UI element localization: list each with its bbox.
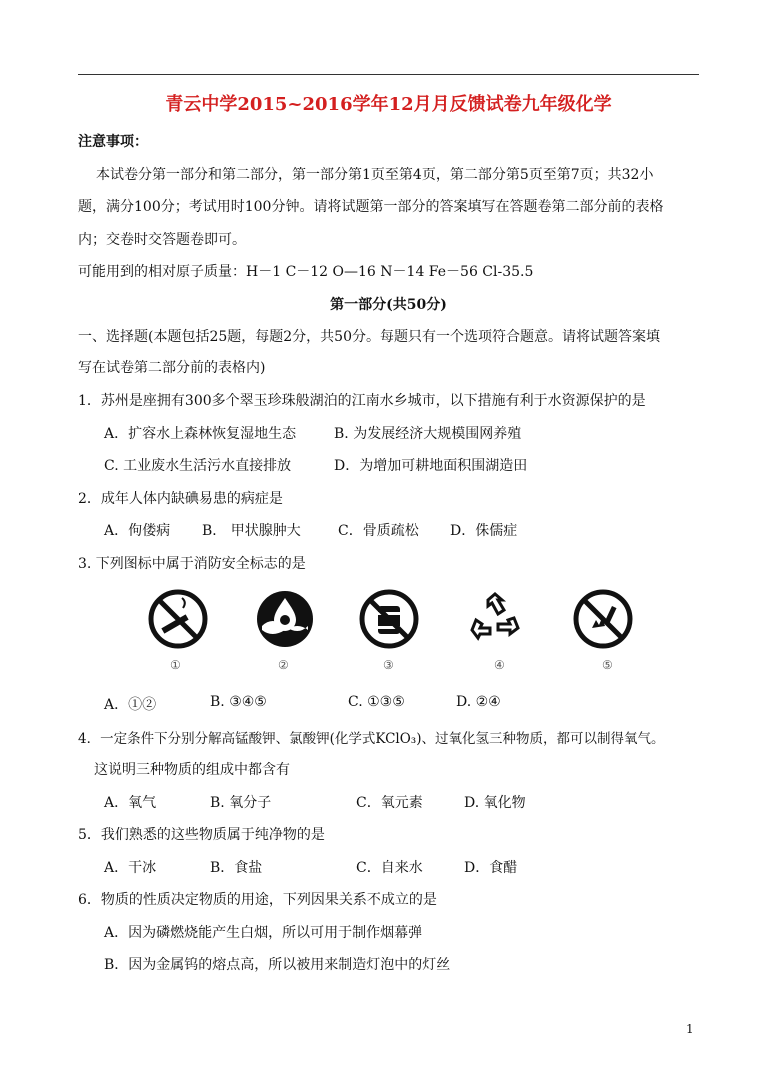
no-flammables-icon [358,588,420,650]
atomic-mass-line: 可能用到的相对原子质量：H－1 C－12 O—16 N－14 Fe－56 Cl-35.5 [78,264,534,280]
icon-label-3: ③ [383,658,394,672]
q3-option-c: C. ①③⑤ [348,694,405,710]
water-saving-icon [254,588,316,650]
q5-option-c: C．自来水 [356,860,423,876]
section1-line-2: 写在试卷第二部分前的表格内) [78,360,266,376]
recycle-icon [464,588,526,650]
q4-option-a: A．氧气 [104,795,157,811]
q4-option-b: B. 氧分子 [210,795,272,811]
icon-label-5: ⑤ [602,658,613,672]
q3-stem: 3. 下列图标中属于消防安全标志的是 [78,556,306,572]
q6-option-b: B．因为金属钨的熔点高，所以被用来制造灯泡中的灯丝 [104,957,451,973]
q6-stem: 6．物质的性质决定物质的用途，下列因果关系不成立的是 [78,892,437,908]
page-number: 1 [686,1022,694,1036]
q1-option-b: B. 为发展经济大规模围网养殖 [334,426,522,442]
header-rule [78,74,699,75]
no-fireworks-icon [572,588,634,650]
notice-line-1: 本试卷分第一部分和第二部分，第一部分第1页至第4页，第二部分第5页至第7页；共32小 [96,167,654,183]
notice-heading: 注意事项： [78,134,148,150]
q3-option-b: B. ③④⑤ [210,694,267,710]
q1-option-a: A．扩容水上森林恢复湿地生态 [104,426,297,442]
q5-option-b: B．食盐 [210,860,263,876]
q6-option-a: A．因为磷燃烧能产生白烟，所以可用于制作烟幕弹 [104,925,423,941]
q2-option-d: D．侏儒症 [450,523,518,539]
q1-option-c: C. 工业废水生活污水直接排放 [104,458,292,474]
notice-line-2: 题，满分100分；考试用时100分钟。请将试题第一部分的答案填写在答题卷第二部分前的表格 [78,199,664,215]
document-title: 青云中学2015~2016学年12月月反馈试卷九年级化学 [165,94,612,115]
q4-option-d: D. 氧化物 [464,795,526,811]
q5-stem: 5．我们熟悉的这些物质属于纯净物的是 [78,827,325,843]
q1-option-d: D．为增加可耕地面积围湖造田 [334,458,528,474]
q5-option-a: A．干冰 [104,860,157,876]
icon-label-4: ④ [494,658,505,672]
q4-option-c: C．氧元素 [356,795,423,811]
q1-stem: 1．苏州是座拥有300多个翠玉珍珠般湖泊的江南水乡城市，以下措施有利于水资源保护的是 [78,393,646,409]
notice-line-3: 内；交卷时交答题卷即可。 [78,232,246,248]
q3-option-d: D. ②④ [456,694,501,710]
q2-stem: 2．成年人体内缺碘易患的病症是 [78,491,283,507]
section1-line-1: 一、选择题(本题包括25题，每题2分，共50分。每题只有一个选项符合题意。请将试题答案填 [78,329,660,345]
icon-label-1: ① [170,658,181,672]
q2-option-a: A．佝偻病 [104,523,171,539]
q3-option-a: A．①② [104,697,157,713]
q4-stem-line-1: 4．一定条件下分别分解高锰酸钾、氯酸钾(化学式KClO₃)、过氧化氢三种物质，都可以制得氧气。 [78,731,665,747]
no-smoking-icon [147,588,209,650]
icon-label-2: ② [278,658,289,672]
q2-option-c: C．骨质疏松 [338,523,419,539]
q4-stem-line-2: 这说明三种物质的组成中都含有 [94,762,290,778]
part1-heading: 第一部分(共50分) [330,297,447,313]
q2-option-b: B． 甲状腺肿大 [202,523,301,539]
q5-option-d: D．食醋 [464,860,518,876]
